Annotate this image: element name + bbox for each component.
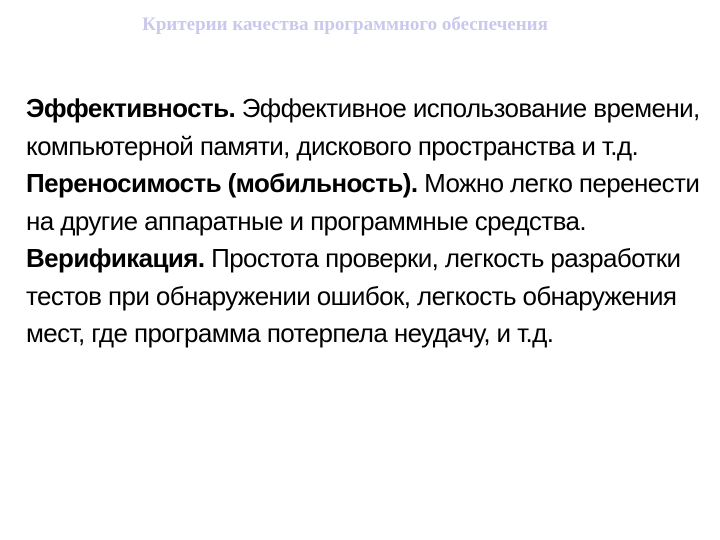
criterion-description: Можно легко перенести на другие аппаратные и программные средства. bbox=[26, 168, 700, 236]
criterion-term: Эффективность. bbox=[26, 93, 236, 123]
criterion-portability bbox=[26, 165, 706, 240]
slide-title: Критерии качества программного обеспечения bbox=[142, 14, 548, 35]
criterion-term: Переносимость (мобильность). bbox=[26, 168, 418, 198]
criterion-description: Простота проверки, легкость разработки тестов при обнаружении ошибок, легкость обнаружения мест, где программа потерпела неудачу, и т.д. bbox=[26, 243, 681, 348]
criterion-description: Эффективное использование времени, компьютерной памяти, дискового пространства и т.д. bbox=[26, 93, 700, 161]
criterion-term: Верификация. bbox=[26, 243, 205, 273]
criterion-efficiency bbox=[26, 90, 706, 165]
criterion-verification bbox=[26, 240, 706, 353]
criteria-list bbox=[26, 90, 706, 353]
